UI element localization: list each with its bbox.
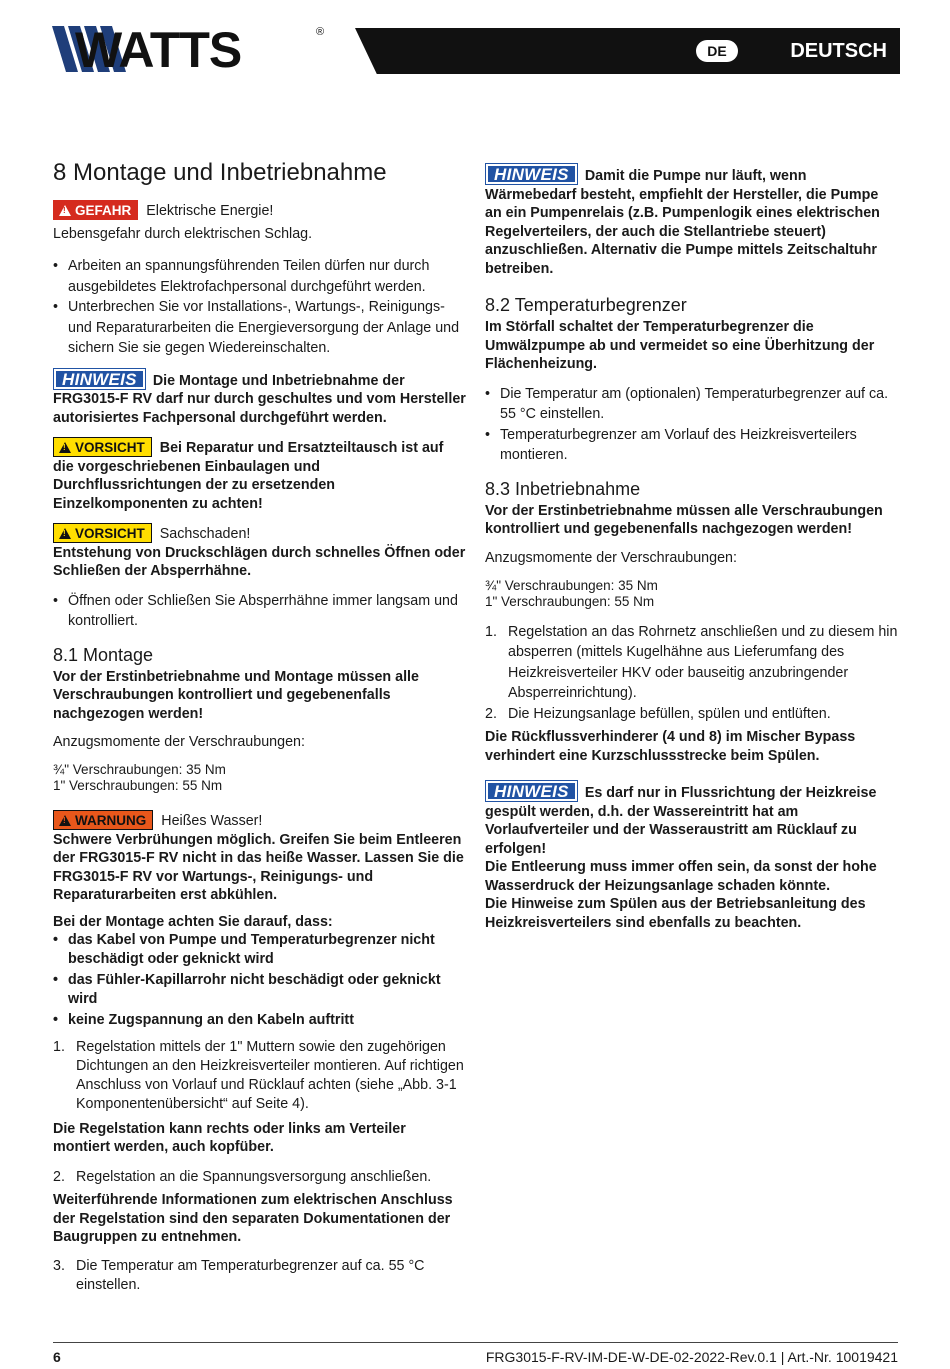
note-separate-docs: Weiterführende Informationen zum elektrischen Anschluss der Regelstation sind den separaten Dokumentationen der Baugruppen zu entnehmen. (53, 1192, 453, 1245)
note-bypass: Die Rückflussverhinderer (4 und 8) im Mischer Bypass verhindert eine Kurzschlussstrecke beim Spülen. (485, 729, 856, 764)
warning-triangle-icon: ! (59, 442, 71, 453)
note-qualified-staff (53, 369, 466, 428)
torque-values (53, 762, 466, 794)
list-item: 2. Regelstation an die Spannungsversorgung anschließen. (53, 1168, 432, 1185)
caution-bullets (53, 591, 466, 632)
commissioning-steps (485, 622, 898, 725)
page-number: 6 (53, 1349, 61, 1365)
left-column (53, 150, 466, 1303)
caution-lead: Sachschaden! (159, 526, 251, 542)
limiter-bullets (485, 384, 898, 466)
caution-text: Bei Reparatur und Ersatzteiltausch ist auf die vorgeschriebenen Einbaulagen und Durchflussrichtungen der zu ersetzenden Einzelkomponenten zu achten! (53, 440, 444, 512)
document-reference: FRG3015-F-RV-IM-DE-W-DE-02-2022-Rev.0.1 | Art.-Nr. 10019421 (485, 1349, 898, 1365)
list-item: • Die Temperatur am (optionalen) Temperaturbegrenzer auf ca. 55 °C einstellen. (485, 384, 898, 425)
brand-logo-text: WATTS (75, 22, 242, 78)
warning-hot-water (53, 810, 466, 831)
warning-triangle-icon: ! (59, 205, 71, 216)
language-code-badge: DE (696, 40, 738, 62)
check-intro: Bei der Montage achten Sie darauf, dass: (53, 913, 333, 930)
torque-values (485, 578, 898, 610)
commissioning-intro: Vor der Erstinbetriebnahme müssen alle Verschraubungen kontrolliert und gegebenenfalls nachgezogen werden! (485, 502, 883, 537)
section-title: 8 Montage und Inbetriebnahme (53, 159, 387, 186)
list-item: • Unterbrechen Sie vor Installations-, Wartungs-, Reinigungs- und Reparaturarbeiten die Energieversorgung der Anlage und sichern Sie sie gegen Wiedereinschalten. (53, 297, 466, 359)
warning-badge: ! WARNUNG (53, 810, 153, 830)
mount-step-3 (53, 1257, 466, 1295)
right-column (485, 164, 898, 932)
caution-repair (53, 437, 466, 513)
note-text: Die Montage und Inbetriebnahme der FRG3015-F RV darf nur durch geschultes und vom Hersteller autorisiertes Fachpersonal durchgeführt werden. (53, 372, 466, 426)
subsection-title-montage: 8.1 Montage (53, 644, 154, 665)
note-pump-relay (485, 164, 898, 278)
list-item: • Arbeiten an spannungsführenden Teilen dürfen nur durch ausgebildetes Elektrofachpersonal durchgeführt werden. (53, 256, 466, 297)
note-text: Damit die Pumpe nur läuft, wenn Wärmebedarf besteht, empfiehlt der Hersteller, die Pumpe an ein Pumpenrelais (z.B. Pumpenlogik eines elektrischen Regelverteilers, der auch die Stellantriebe steuert) anzuschließen. Alternativ die Pumpe mittels Zeitschaltuhr betreiben. (485, 168, 880, 277)
danger-bullets (53, 256, 466, 359)
caution-property-damage (53, 523, 466, 544)
note-text-manual: Die Hinweise zum Spülen aus der Betriebsanleitung des Heizkreisverteilers sind ebenfalls zu beachten. (485, 896, 866, 931)
note-mount-orientation: Die Regelstation kann rechts oder links am Verteiler montiert werden, auch kopfüber. (53, 1120, 406, 1155)
limiter-intro: Im Störfall schaltet der Temperaturbegrenzer die Umwälzpumpe ab und vermeidet so eine Überhitzung der Flächenheizung. (485, 319, 875, 372)
montage-intro: Vor der Erstinbetriebnahme und Montage müssen alle Verschraubungen kontrolliert und gegebenenfalls nachgezogen werden! (53, 668, 419, 722)
subsection-title-limiter: 8.2 Temperaturbegrenzer (485, 295, 687, 315)
torque-value-1: 1" Verschraubungen: 55 Nm (53, 778, 223, 793)
warning-lead: Heißes Wasser! (161, 813, 263, 829)
caution-text: Entstehung von Druckschlägen durch schnelles Öffnen oder Schließen der Absperrhähne. (53, 544, 466, 579)
warning-text: Schwere Verbrühungen möglich. Greifen Sie beim Entleeren der FRG3015-F RV nicht in das heiße Wasser. Lassen Sie die FRG3015-F RV vor Wartungs-, Reinigungs- und Reparaturarbeiten erst abkühlen. (53, 831, 464, 903)
torque-value-3-4: ¾" Verschraubungen: 35 Nm (485, 577, 658, 593)
list-item: • das Kabel von Pumpe und Temperaturbegrenzer nicht beschädigt oder geknickt wird (53, 931, 466, 968)
torque-value-3-4: ¾" Verschraubungen: 35 Nm (53, 762, 226, 777)
torque-value-1: 1" Verschraubungen: 55 Nm (485, 593, 655, 609)
warning-triangle-icon: ! (59, 528, 71, 539)
language-name: DEUTSCH (790, 40, 887, 62)
danger-lead: Elektrische Energie! (146, 203, 274, 219)
note-badge: HINWEIS (486, 781, 577, 801)
page-header (0, 0, 950, 90)
note-badge: HINWEIS (54, 369, 145, 389)
caution-badge: ! VORSICHT (53, 437, 152, 457)
footer-divider (53, 1342, 898, 1343)
registered-mark: ® (316, 26, 325, 38)
check-list (53, 931, 466, 1030)
warning-triangle-icon: ! (59, 815, 71, 826)
note-flushing (485, 781, 898, 932)
note-text-drain: Die Entleerung muss immer offen sein, da sonst der hohe Wasserdruck der Heizungsanlage schaden könnte. (485, 859, 877, 894)
torque-label: Anzugsmomente der Verschraubungen: (485, 549, 737, 566)
danger-badge: ! GEFAHR (53, 200, 138, 220)
note-text: Es darf nur in Flussrichtung der Heizkreise gespült werden, d.h. der Wassereintritt hat am Vorlaufverteiler und der Wasseraustritt am Rücklauf zu erfolgen! (485, 785, 877, 857)
mount-step-2 (53, 1167, 466, 1188)
list-item: 3. Die Temperatur am Temperaturbegrenzer auf ca. 55 °C einstellen. (53, 1257, 425, 1293)
list-item: 1. Regelstation mittels der 1" Muttern sowie den zugehörigen Dichtungen an den Heizkreisverteiler montieren. Auf richtigen Anschluss von Vorlauf und Rücklauf achten (siehe „Abb. 3-1 Komponentenübersicht“ auf Seite 4). (53, 1038, 464, 1112)
list-item: 1. Regelstation an das Rohrnetz anschließen und zu diesem hin absperren (mittels Kugelhähne aus Lieferumfang des Heizkreisverteiler HKV oder bauseitig anzubringender Absperreinrichtung). (485, 623, 898, 701)
list-item: • keine Zugspannung an den Kabeln auftritt (53, 1011, 466, 1030)
danger-notice (53, 200, 466, 221)
caution-badge: ! VORSICHT (53, 523, 152, 543)
list-item: • das Fühler-Kapillarrohr nicht beschädigt oder geknickt wird (53, 971, 466, 1008)
danger-line: Lebensgefahr durch elektrischen Schlag. (53, 226, 313, 242)
list-item: 2. Die Heizungsanlage befüllen, spülen und entlüften. (485, 705, 831, 722)
list-item: • Temperaturbegrenzer am Vorlauf des Heizkreisverteilers montieren. (485, 425, 898, 466)
subsection-title-commissioning: 8.3 Inbetriebnahme (485, 478, 641, 499)
list-item: • Öffnen oder Schließen Sie Absperrhähne immer langsam und kontrolliert. (53, 591, 466, 632)
note-badge: HINWEIS (486, 164, 577, 184)
torque-label: Anzugsmomente der Verschraubungen: (53, 734, 305, 750)
mount-step-1 (53, 1038, 466, 1114)
